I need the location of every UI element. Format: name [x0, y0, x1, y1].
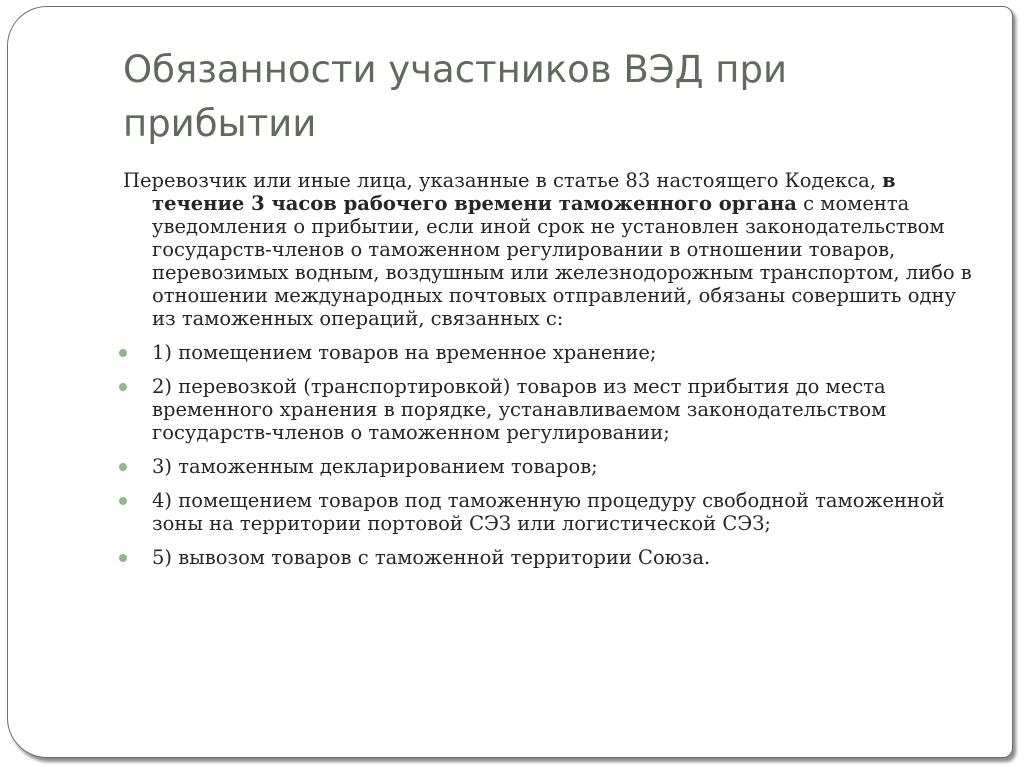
list-item-text: 1) помещением товаров на временное хранение;	[152, 341, 657, 364]
list-item-text: 4) помещением товаров под таможенную процедуру свободной таможенной зоны на территории портовой СЭЗ или логистической СЭЗ;	[152, 489, 945, 535]
bullet-dot-icon	[119, 383, 127, 391]
bullet-dot-icon	[119, 554, 127, 562]
intro-text-start: Перевозчик или иные лица, указанные в статье 83 настоящего Кодекса,	[123, 169, 883, 192]
slide-body	[123, 169, 973, 580]
slide-title: Обязанности участников ВЭД при прибытии	[123, 48, 787, 145]
list-item	[123, 489, 973, 535]
list-item	[123, 455, 973, 478]
list-item-text: 2) перевозкой (транспортировкой) товаров из мест прибытия до места временного хранения в порядке, устанавливаемом законодательством государств-членов о таможенном регулировании;	[152, 375, 887, 444]
list-item-text: 5) вывозом товаров с таможенной территории Союза.	[152, 546, 711, 569]
list-item	[123, 375, 973, 444]
intro-paragraph	[123, 169, 973, 330]
obligations-list	[123, 341, 973, 569]
bullet-dot-icon	[119, 349, 127, 357]
slide-frame	[7, 6, 1013, 758]
list-item	[123, 341, 973, 364]
bullet-dot-icon	[119, 497, 127, 505]
intro-text-end: с момента уведомления о прибытии, если иной срок не установлен законодательством государств-членов о таможенном регулировании в отношении товаров, перевозимых водным, воздушным или железнодорожным транспортом, либо в отношении международных почтовых отправлений, обязаны совершить одну из таможенных операций, связанных с:	[152, 192, 972, 330]
intro-deadline-bold: в течение 3 часов рабочего времени таможенного органа	[152, 169, 896, 215]
list-item	[123, 546, 973, 569]
bullet-dot-icon	[119, 463, 127, 471]
list-item-text: 3) таможенным декларированием товаров;	[152, 455, 598, 478]
